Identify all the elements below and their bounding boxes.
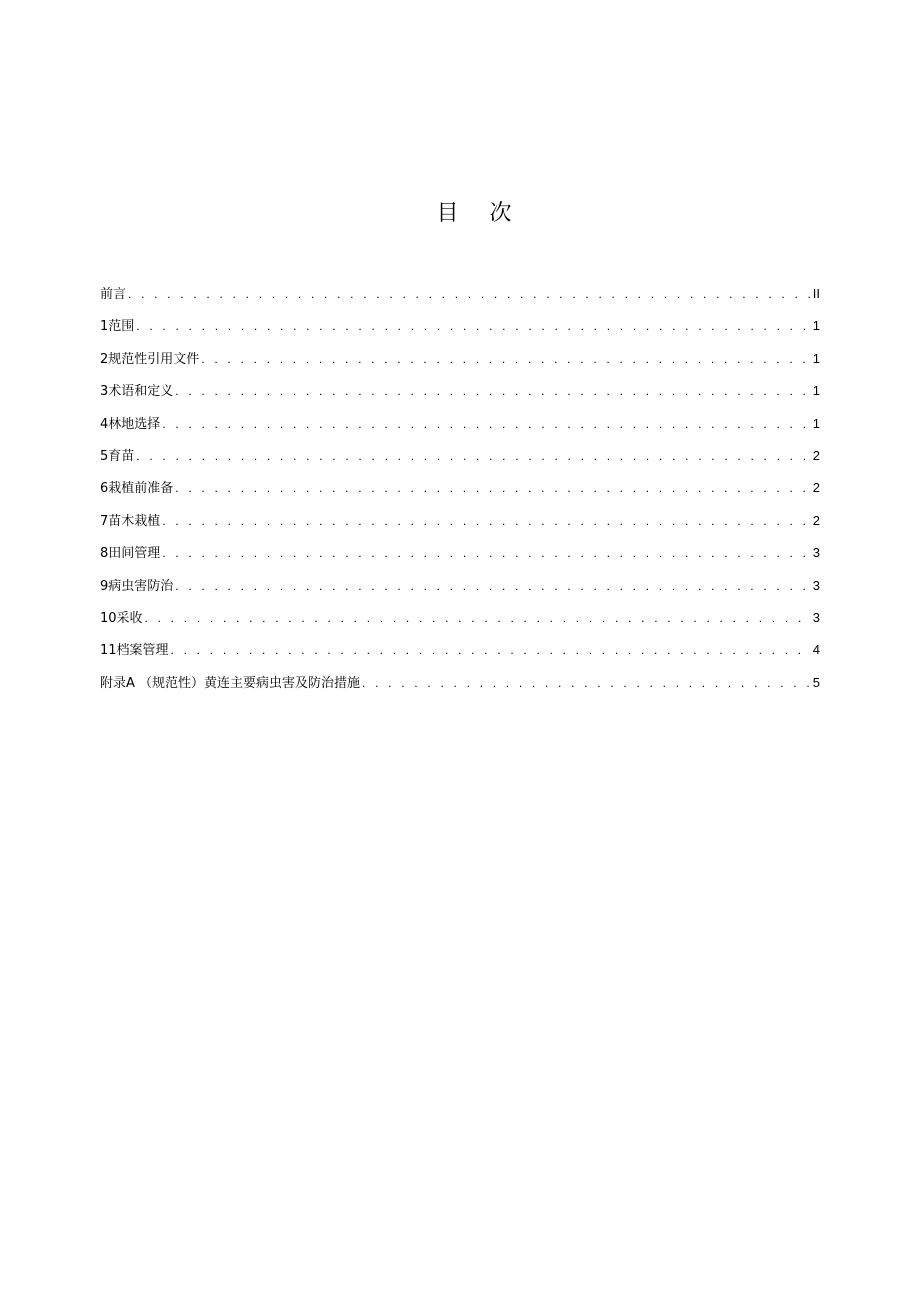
toc-dot-leader: [175, 478, 811, 498]
toc-dot-leader: [128, 284, 811, 304]
toc-entry-label: 附录A （规范性）黄连主要病虫害及防治措施: [100, 675, 361, 691]
toc-entry-label: 前言: [100, 287, 127, 302]
toc-entry-label: 2规范性引用文件: [100, 351, 200, 367]
toc-entry-label: 5育苗: [100, 448, 135, 464]
toc-page-number: 4: [812, 642, 820, 658]
toc-entry-seedling-planting[interactable]: [100, 511, 820, 543]
toc-dot-leader: [201, 349, 811, 369]
toc-entry-pest-control[interactable]: [100, 576, 820, 608]
toc-dot-leader: [362, 673, 811, 693]
toc-page-number: 2: [812, 447, 820, 463]
page-title: 目 次: [436, 201, 524, 226]
toc-entry-label: 4林地选择: [100, 416, 161, 432]
toc-entry-foreword[interactable]: [100, 284, 820, 316]
toc-page-number: 3: [812, 545, 820, 561]
table-of-contents: [100, 284, 820, 705]
toc-entry-scope[interactable]: [100, 316, 820, 348]
toc-dot-leader: [162, 511, 811, 531]
toc-page-number: II: [812, 286, 820, 301]
toc-dot-leader: [136, 316, 811, 336]
toc-dot-leader: [136, 446, 811, 466]
toc-page-number: 2: [812, 512, 820, 528]
toc-entry-forest-site-selection[interactable]: [100, 414, 820, 446]
toc-dot-leader: [171, 640, 811, 660]
toc-entry-label: 3术语和定义: [100, 384, 174, 400]
toc-entry-label: 11档案管理: [100, 643, 169, 659]
toc-entry-harvesting[interactable]: [100, 608, 820, 640]
toc-entry-label: 1范围: [100, 319, 135, 335]
toc-entry-field-management[interactable]: [100, 543, 820, 575]
toc-dot-leader: [175, 381, 811, 401]
toc-page-number: 1: [812, 415, 820, 431]
toc-page-number: 1: [812, 383, 820, 399]
toc-entry-seedling-raising[interactable]: [100, 446, 820, 478]
toc-page-number: 2: [812, 480, 820, 496]
toc-dot-leader: [145, 608, 811, 628]
toc-page-number: 3: [812, 609, 820, 625]
toc-entry-normative-references[interactable]: [100, 349, 820, 381]
toc-dot-leader: [175, 576, 811, 596]
toc-entry-label: 7苗木栽植: [100, 513, 161, 529]
toc-page-number: 1: [812, 350, 820, 366]
toc-entry-appendix-a[interactable]: [100, 673, 820, 705]
toc-page-number: 5: [812, 674, 820, 690]
toc-entry-label: 9病虫害防治: [100, 578, 174, 594]
toc-entry-label: 10采收: [100, 610, 143, 626]
toc-entry-label: 8田间管理: [100, 546, 161, 562]
toc-dot-leader: [162, 414, 811, 434]
toc-entry-pre-planting-preparation[interactable]: [100, 478, 820, 510]
toc-entry-records-management[interactable]: [100, 640, 820, 672]
toc-entry-label: 6栽植前准备: [100, 481, 174, 497]
toc-page-number: 3: [812, 577, 820, 593]
toc-dot-leader: [162, 543, 811, 563]
toc-entry-terms-definitions[interactable]: [100, 381, 820, 413]
toc-page-number: 1: [812, 318, 820, 334]
